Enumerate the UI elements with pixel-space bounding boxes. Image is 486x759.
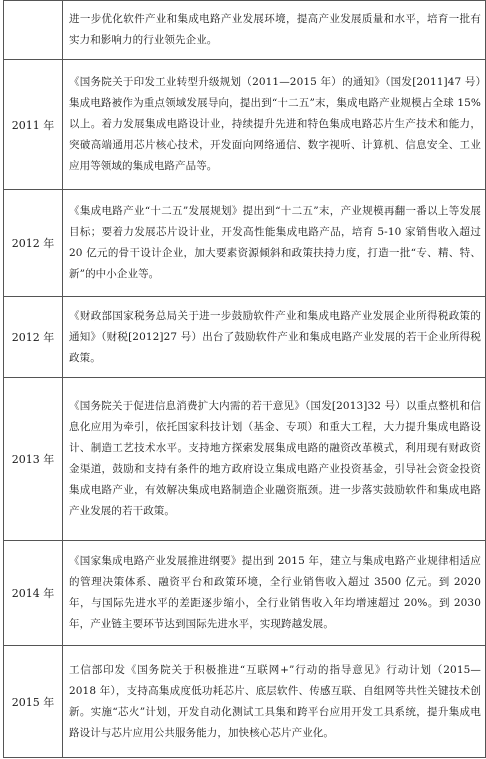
table-row xyxy=(4,378,486,541)
year-cell: 2013 年 xyxy=(4,378,63,541)
table-row xyxy=(4,60,486,190)
year-cell: 2014 年 xyxy=(4,541,63,646)
year-cell: 2012 年 xyxy=(4,297,63,378)
table-row xyxy=(4,541,486,646)
description-text: 工信部印发《国务院关于积极推进“互联网+”行动的指导意见》行动计划（2015—2018 年），支持高集成度低功耗芯片、底层软件、传感互联、自组网等共性关键技术创新。实施“芯火”计划，开发自动化测试工具集和跨平台应用开发工具系统，提升集成电路设计与芯片应用公共服务能力，加快核心芯片产业化。 xyxy=(69,663,481,739)
description-text: 进一步优化软件产业和集成电路产业发展环境，提高产业发展质量和水平，培育一批有实力和影响力的行业领先企业。 xyxy=(69,13,481,46)
description-cell xyxy=(63,1,486,60)
year-cell: 2011 年 xyxy=(4,60,63,190)
description-text: 《国务院关于印发工业转型升级规划（2011—2015 年）的通知》（国发[2011]47 号）集成电路被作为重点领域发展导向，提出到“十二五”末，集成电路产业规模占全球 15%以上。着力发展集成电路设计业，持续提升先进和特色集成电路芯片生产技术和能力，突破高端通用芯片核心技术，开发面向网络通信、数字视听、计算机、信息安全、工业应用等领域的集成电路产品等。 xyxy=(69,76,481,172)
description-text: 《集成电路产业“十二五”发展规划》提出到“十二五”末，产业规模再翻一番以上等发展目标；要着力发展芯片设计业，开发高性能集成电路产品，培育 5-10 家销售收入超过 20 亿元的骨干设计企业，加大要素资源倾斜和政策扶持力度，打造一批“专、精、特、新”的中小企业等。 xyxy=(69,205,481,280)
description-text: 《国务院关于促进信息消费扩大内需的若干意见》（国发[2013]32 号）以重点整机和信息化应用为牵引，依托国家科技计划（基金、专项）和重大工程，大力提升集成电路设计、制造工艺技术水平。支持地方探索发展集成电路的融资改革模式，利用现有财政资金渠道，鼓励和支持有条件的地方政府设立集成电路产业投资基金，引导社会资金投资集成电路产业，有效解决集成电路制造企业融资瓶颈。进一步落实鼓励软件和集成电路产业发展的若干政策。 xyxy=(69,400,481,517)
table-row xyxy=(4,1,486,60)
description-cell xyxy=(63,646,486,758)
description-text: 《国家集成电路产业发展推进纲要》提出到 2015 年，建立与集成电路产业规律相适应的管理决策体系、融资平台和政策环境，全行业销售收入超过 3500 亿元。到 2020 年，与国际先进水平的差距逐步缩小，全行业销售收入年均增速超过 20%。到 2030 年，产业链主要环节达到国际先进水平，实现跨越发展。 xyxy=(69,555,481,630)
year-cell: 2015 年 xyxy=(4,646,63,758)
description-cell xyxy=(63,190,486,297)
description-cell xyxy=(63,541,486,646)
description-cell xyxy=(63,378,486,541)
description-cell xyxy=(63,60,486,190)
year-cell: 2012 年 xyxy=(4,190,63,297)
year-cell xyxy=(4,1,63,60)
description-cell xyxy=(63,297,486,378)
table-row xyxy=(4,646,486,758)
description-text: 《财政部国家税务总局关于进一步鼓励软件产业和集成电路产业发展企业所得税政策的通知》（财税[2012]27 号）出台了鼓励软件产业和集成电路产业发展的若干企业所得税政策。 xyxy=(69,309,481,364)
policy-table xyxy=(3,0,486,758)
table-row xyxy=(4,297,486,378)
table-row xyxy=(4,190,486,297)
